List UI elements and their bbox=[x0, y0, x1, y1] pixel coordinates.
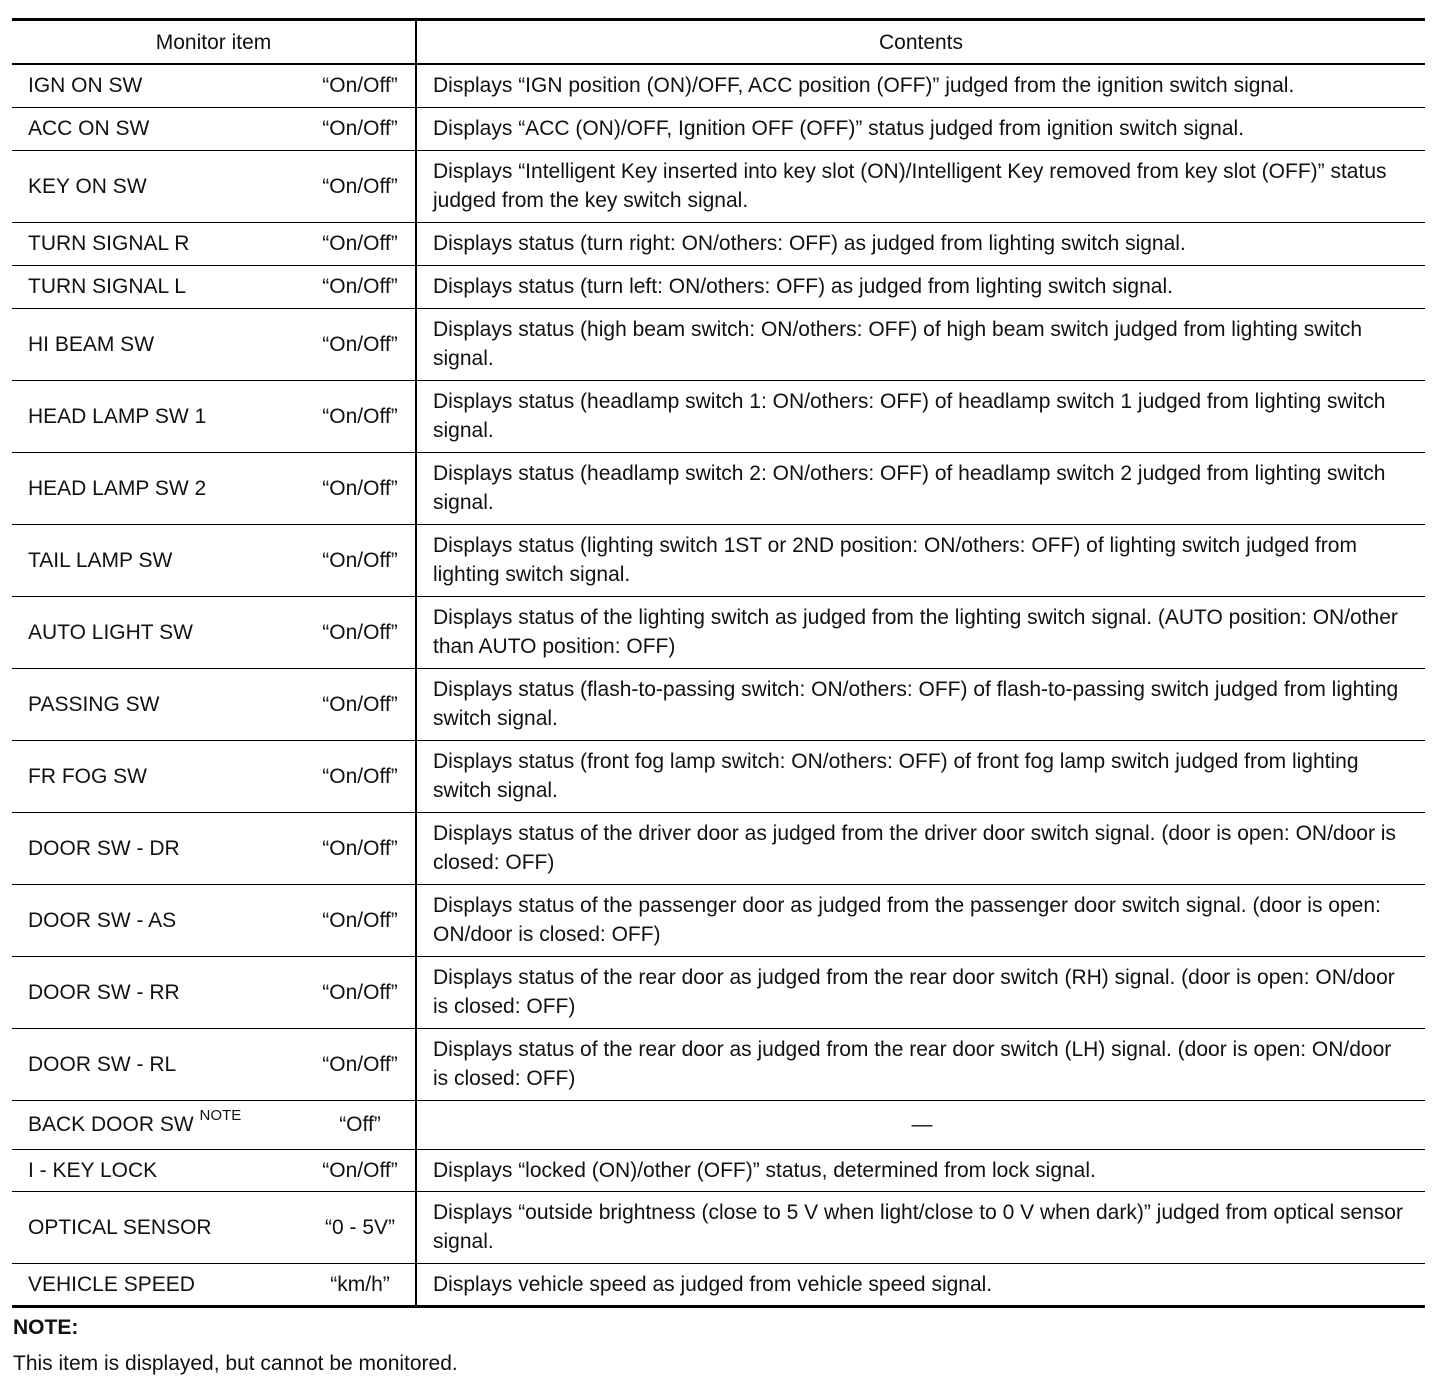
table-row bbox=[12, 812, 1425, 884]
header-monitor-item: Monitor item bbox=[12, 20, 416, 65]
monitor-item-name-text: BACK DOOR SW bbox=[28, 1113, 194, 1136]
monitor-item-contents: Displays “ACC (ON)/OFF, Ignition OFF (OFF)” status judged from ignition switch signal. bbox=[416, 107, 1425, 150]
monitor-item-contents: Displays status (headlamp switch 1: ON/others: OFF) of headlamp switch 1 judged from lighting switch signal. bbox=[416, 380, 1425, 452]
table-row bbox=[12, 1100, 1425, 1149]
monitor-item-value: “On/Off” bbox=[312, 956, 416, 1028]
monitor-item-contents: Displays status of the rear door as judged from the rear door switch (RH) signal. (door is open: ON/door is closed: OFF) bbox=[416, 956, 1425, 1028]
monitor-item-table bbox=[12, 18, 1425, 1308]
monitor-item-name bbox=[12, 1100, 312, 1149]
table-row bbox=[12, 380, 1425, 452]
monitor-item-name: FR FOG SW bbox=[12, 740, 312, 812]
table-row bbox=[12, 596, 1425, 668]
note-reference: NOTE bbox=[199, 1107, 242, 1124]
monitor-item-contents: Displays status (front fog lamp switch: ON/others: OFF) of front fog lamp switch judged from lighting switch signal. bbox=[416, 740, 1425, 812]
table-row bbox=[12, 956, 1425, 1028]
monitor-item-contents: Displays status (flash-to-passing switch: ON/others: OFF) of flash-to-passing switch judged from lighting switch signal. bbox=[416, 668, 1425, 740]
monitor-item-name: TURN SIGNAL R bbox=[12, 222, 312, 265]
monitor-item-name: PASSING SW bbox=[12, 668, 312, 740]
monitor-item-value: “On/Off” bbox=[312, 668, 416, 740]
monitor-item-name: DOOR SW - RR bbox=[12, 956, 312, 1028]
table-row bbox=[12, 524, 1425, 596]
table-row bbox=[12, 265, 1425, 308]
table-row bbox=[12, 884, 1425, 956]
monitor-item-name: HEAD LAMP SW 1 bbox=[12, 380, 312, 452]
monitor-item-value: “0 - 5V” bbox=[312, 1191, 416, 1263]
monitor-item-contents: Displays status (headlamp switch 2: ON/others: OFF) of headlamp switch 2 judged from lighting switch signal. bbox=[416, 452, 1425, 524]
monitor-item-value: “On/Off” bbox=[312, 150, 416, 222]
header-contents: Contents bbox=[416, 20, 1425, 65]
monitor-item-value: “On/Off” bbox=[312, 222, 416, 265]
monitor-item-contents: Displays status (turn left: ON/others: OFF) as judged from lighting switch signal. bbox=[416, 265, 1425, 308]
monitor-item-contents: Displays status (lighting switch 1ST or 2ND position: ON/others: OFF) of lighting switch judged from lighting switch signal. bbox=[416, 524, 1425, 596]
table-row bbox=[12, 740, 1425, 812]
monitor-item-value: “On/Off” bbox=[312, 107, 416, 150]
table-row bbox=[12, 150, 1425, 222]
note-title: NOTE: bbox=[13, 1316, 79, 1339]
monitor-item-value: “On/Off” bbox=[312, 524, 416, 596]
monitor-item-name: HI BEAM SW bbox=[12, 308, 312, 380]
monitor-item-value: “On/Off” bbox=[312, 265, 416, 308]
monitor-item-value: “On/Off” bbox=[312, 812, 416, 884]
monitor-item-name: OPTICAL SENSOR bbox=[12, 1191, 312, 1263]
monitor-item-name: TURN SIGNAL L bbox=[12, 265, 312, 308]
monitor-item-name: TAIL LAMP SW bbox=[12, 524, 312, 596]
monitor-item-name: DOOR SW - RL bbox=[12, 1028, 312, 1100]
monitor-item-name: AUTO LIGHT SW bbox=[12, 596, 312, 668]
monitor-item-contents: Displays “outside brightness (close to 5 V when light/close to 0 V when dark)” judged from optical sensor signal. bbox=[416, 1191, 1425, 1263]
monitor-item-name: HEAD LAMP SW 2 bbox=[12, 452, 312, 524]
monitor-item-value: “On/Off” bbox=[312, 884, 416, 956]
monitor-item-value: “km/h” bbox=[312, 1263, 416, 1306]
table-row bbox=[12, 452, 1425, 524]
monitor-item-contents: Displays “IGN position (ON)/OFF, ACC position (OFF)” judged from the ignition switch signal. bbox=[433, 74, 1295, 98]
monitor-item-contents: Displays status of the passenger door as judged from the passenger door switch signal. (door is open: ON/door is closed: OFF) bbox=[416, 884, 1425, 956]
monitor-item-value: “On/Off” bbox=[312, 452, 416, 524]
monitor-item-value: “Off” bbox=[312, 1100, 416, 1149]
monitor-item-contents: Displays “locked (ON)/other (OFF)” status, determined from lock signal. bbox=[416, 1149, 1425, 1191]
note-text: This item is displayed, but cannot be monitored. bbox=[13, 1352, 458, 1375]
monitor-item-contents: Displays vehicle speed as judged from vehicle speed signal. bbox=[416, 1263, 1425, 1306]
monitor-item-name: VEHICLE SPEED bbox=[12, 1263, 312, 1306]
monitor-item-value: “On/Off” bbox=[312, 596, 416, 668]
monitor-item-value: “On/Off” bbox=[312, 1149, 416, 1191]
monitor-item-contents: Displays status of the rear door as judged from the rear door switch (LH) signal. (door is open: ON/door is closed: OFF) bbox=[416, 1028, 1425, 1100]
monitor-item-name: IGN ON SW bbox=[28, 74, 143, 98]
table-header-row bbox=[12, 20, 1425, 65]
monitor-item-name: ACC ON SW bbox=[12, 107, 312, 150]
table-row bbox=[12, 222, 1425, 265]
monitor-item-contents: Displays status of the driver door as judged from the driver door switch signal. (door is open: ON/door is closed: OFF) bbox=[416, 812, 1425, 884]
monitor-item-value: “On/Off” bbox=[312, 1028, 416, 1100]
monitor-item-contents: Displays status (high beam switch: ON/others: OFF) of high beam switch judged from lighting switch signal. bbox=[416, 308, 1425, 380]
monitor-item-name: DOOR SW - AS bbox=[12, 884, 312, 956]
monitor-item-contents: Displays status of the lighting switch as judged from the lighting switch signal. (AUTO position: ON/other than AUTO position: OFF) bbox=[416, 596, 1425, 668]
table-row bbox=[12, 668, 1425, 740]
table-row bbox=[12, 1149, 1425, 1191]
table-row bbox=[12, 64, 1425, 107]
monitor-item-contents: — bbox=[416, 1100, 1425, 1149]
monitor-item-contents: Displays status (turn right: ON/others: OFF) as judged from lighting switch signal. bbox=[416, 222, 1425, 265]
table-row bbox=[12, 308, 1425, 380]
monitor-item-value: “On/Off” bbox=[312, 380, 416, 452]
table-row bbox=[12, 1191, 1425, 1263]
table-row bbox=[12, 1263, 1425, 1306]
monitor-item-value: “On/Off” bbox=[312, 740, 416, 812]
table-row bbox=[12, 1028, 1425, 1100]
monitor-item-value: “On/Off” bbox=[312, 308, 416, 380]
monitor-item-contents: Displays “Intelligent Key inserted into key slot (ON)/Intelligent Key removed from key slot (OFF)” status judged from the key switch signal. bbox=[416, 150, 1425, 222]
monitor-item-name: KEY ON SW bbox=[12, 150, 312, 222]
monitor-item-name: DOOR SW - DR bbox=[12, 812, 312, 884]
monitor-item-value: “On/Off” bbox=[312, 64, 416, 107]
monitor-item-name: I - KEY LOCK bbox=[12, 1149, 312, 1191]
table-row bbox=[12, 107, 1425, 150]
